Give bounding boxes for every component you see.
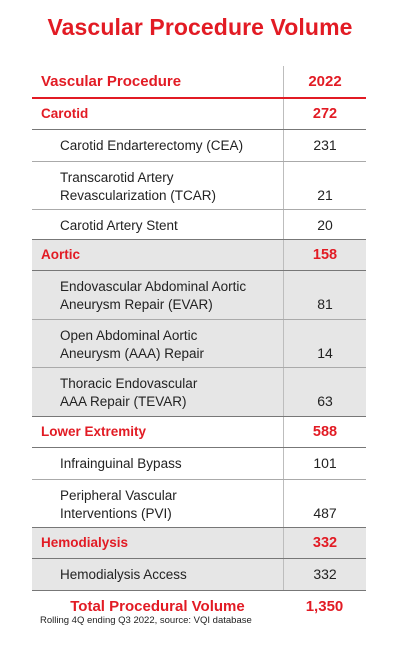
procedure-name-line: Thoracic Endovascular — [60, 376, 198, 391]
category-label: Hemodialysis — [32, 528, 283, 558]
table-header-row — [32, 66, 366, 99]
procedure-value: 332 — [283, 559, 366, 590]
table-row — [32, 320, 366, 368]
category-value: 158 — [283, 240, 366, 270]
procedure-value: 14 — [283, 320, 366, 367]
procedure-name: Hemodialysis Access — [32, 559, 283, 590]
category-row-carotid — [32, 99, 366, 130]
category-value: 332 — [283, 528, 366, 558]
table-row — [32, 271, 366, 320]
procedure-name: Carotid Endarterectomy (CEA) — [60, 138, 244, 153]
procedure-name-line: Aneurysm Repair (EVAR) — [60, 297, 213, 312]
table-row — [32, 480, 366, 528]
procedure-name-line: Open Abdominal Aortic — [60, 328, 198, 343]
table-row — [32, 162, 366, 210]
column-header-year: 2022 — [283, 66, 366, 97]
total-label: Total Procedural Volume — [70, 598, 245, 615]
procedure-value: 101 — [283, 448, 366, 479]
total-value: 1,350 — [305, 598, 344, 615]
table-row — [32, 130, 366, 162]
category-label: Carotid — [41, 106, 89, 121]
procedure-value: 63 — [283, 368, 366, 416]
procedure-name — [32, 162, 283, 209]
procedure-name — [32, 480, 283, 527]
column-header-procedure: Vascular Procedure — [41, 73, 182, 90]
procedure-name-line: Aneurysm (AAA) Repair — [60, 346, 205, 361]
table-row — [32, 559, 366, 591]
category-row-aortic — [32, 240, 366, 271]
table-row — [32, 448, 366, 480]
procedure-value: 231 — [283, 130, 366, 161]
procedure-name-line: Transcarotid Artery — [60, 170, 174, 185]
category-value: 588 — [283, 417, 366, 447]
category-row-lower-extremity — [32, 417, 366, 448]
procedure-value: 487 — [283, 480, 366, 527]
procedure-name: Infrainguinal Bypass — [60, 456, 182, 471]
procedure-name: Carotid Artery Stent — [60, 218, 178, 233]
procedure-value: 81 — [283, 271, 366, 319]
table-row — [32, 368, 366, 417]
procedure-name — [32, 320, 283, 367]
category-value: 272 — [283, 99, 366, 129]
page-title: Vascular Procedure Volume — [47, 14, 353, 40]
footnote: Rolling 4Q ending Q3 2022, source: VQI database — [40, 615, 252, 626]
category-label: Lower Extremity — [41, 424, 147, 439]
procedure-value: 21 — [283, 162, 366, 209]
category-label: Aortic — [32, 240, 283, 270]
procedure-name — [32, 271, 283, 319]
procedure-name-line: Peripheral Vascular — [60, 488, 177, 503]
procedure-name-line: AAA Repair (TEVAR) — [60, 394, 187, 409]
category-row-hemodialysis — [32, 528, 366, 559]
procedure-name-line: Interventions (PVI) — [60, 506, 172, 521]
procedure-name-line: Endovascular Abdominal Aortic — [60, 279, 247, 294]
procedure-name-line: Revascularization (TCAR) — [60, 188, 217, 203]
procedure-value: 20 — [283, 210, 366, 239]
procedure-volume-table — [32, 66, 366, 621]
procedure-name — [32, 368, 283, 416]
table-row — [32, 210, 366, 240]
